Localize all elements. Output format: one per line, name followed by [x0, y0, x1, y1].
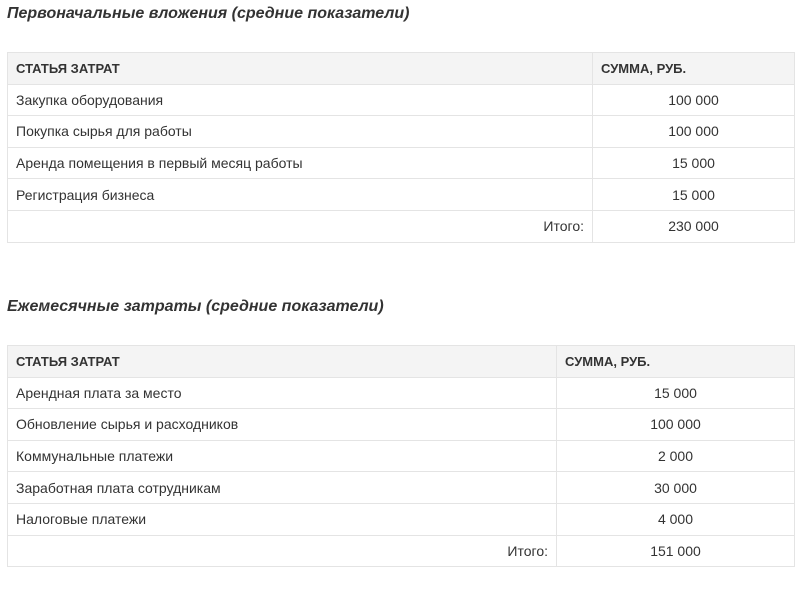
monthly-costs-title: Ежемесячные затраты (средние показатели): [7, 298, 384, 315]
row-item: Арендная плата за место: [8, 377, 557, 409]
row-amount: 100 000: [557, 409, 795, 441]
row-amount: 15 000: [593, 147, 795, 179]
row-item: Регистрация бизнеса: [8, 179, 593, 211]
total-amount: 230 000: [593, 210, 795, 242]
total-label: Итого:: [8, 535, 557, 567]
row-amount: 15 000: [557, 377, 795, 409]
column-header-item: СТАТЬЯ ЗАТРАТ: [8, 346, 557, 378]
row-amount: 100 000: [593, 84, 795, 116]
table-row: [8, 84, 795, 116]
table-row: [8, 472, 795, 504]
row-item: Коммунальные платежи: [8, 440, 557, 472]
table-row: [8, 147, 795, 179]
row-amount: 30 000: [557, 472, 795, 504]
table-row: [8, 409, 795, 441]
total-row: [8, 210, 795, 242]
table-header-row: [8, 53, 795, 85]
row-amount: 100 000: [593, 116, 795, 148]
row-item: Обновление сырья и расходников: [8, 409, 557, 441]
table-row: [8, 503, 795, 535]
row-item: Налоговые платежи: [8, 503, 557, 535]
row-item: Аренда помещения в первый месяц работы: [8, 147, 593, 179]
row-amount: 2 000: [557, 440, 795, 472]
table-header-row: [8, 346, 795, 378]
row-amount: 4 000: [557, 503, 795, 535]
initial-investment-table: [7, 52, 795, 243]
column-header-item: СТАТЬЯ ЗАТРАТ: [8, 53, 593, 85]
row-item: Покупка сырья для работы: [8, 116, 593, 148]
table-row: [8, 440, 795, 472]
row-item: Закупка оборудования: [8, 84, 593, 116]
row-amount: 15 000: [593, 179, 795, 211]
table-row: [8, 179, 795, 211]
column-header-amount: СУММА, РУБ.: [557, 346, 795, 378]
table-row: [8, 377, 795, 409]
row-item: Заработная плата сотрудникам: [8, 472, 557, 504]
table-row: [8, 116, 795, 148]
column-header-amount: СУММА, РУБ.: [593, 53, 795, 85]
total-label: Итого:: [8, 210, 593, 242]
monthly-costs-table: [7, 345, 795, 567]
initial-investment-title: Первоначальные вложения (средние показатели): [7, 5, 410, 22]
total-amount: 151 000: [557, 535, 795, 567]
total-row: [8, 535, 795, 567]
